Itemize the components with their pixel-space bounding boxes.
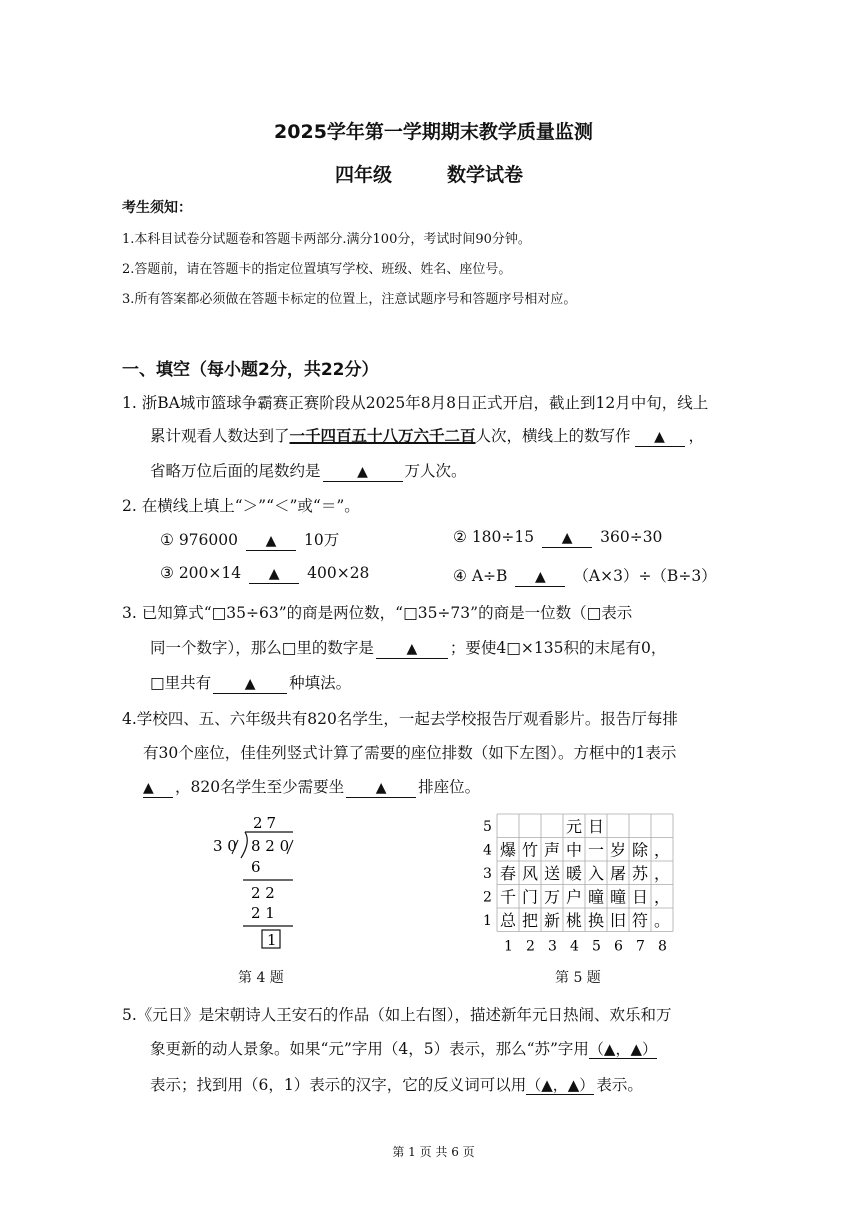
- q5-blank-2: （▲，▲）: [526, 1076, 595, 1094]
- q3-text: 种填法。: [289, 674, 352, 692]
- q3-blank-2: ▲: [213, 675, 287, 694]
- grid-character: 桃: [566, 911, 583, 930]
- grid-character: 千: [500, 887, 517, 907]
- grid-character: 暖: [566, 864, 583, 883]
- grid-character: 岁: [610, 840, 627, 860]
- section-heading: 一、填空（每小题2分，共22分）: [122, 360, 379, 380]
- q2-blank-1: ▲: [246, 532, 296, 551]
- grid-character: 户: [566, 887, 583, 907]
- q2-expr: （A×3）÷（B÷3）: [573, 567, 717, 585]
- grid-row-label: 4: [483, 842, 492, 859]
- grid-character: 春: [500, 864, 517, 883]
- q5-blank-1: （▲，▲）: [588, 1040, 657, 1058]
- grid-col-label: 5: [592, 938, 601, 955]
- grid-character: 日: [588, 817, 605, 836]
- grid-character: 总: [500, 911, 517, 930]
- grid-character: 把: [522, 911, 539, 930]
- q2-blank-4: ▲: [515, 568, 565, 587]
- q4-blank-2: ▲: [346, 779, 416, 798]
- q2-expr: ① 976000: [160, 531, 238, 549]
- grid-character: ，: [654, 887, 671, 907]
- q2-item-1: [160, 528, 339, 551]
- q4-line3: [143, 775, 480, 798]
- grid-col-label: 6: [614, 938, 623, 955]
- q5-text: 象更新的动人景象。如果“元”字用（4，5）表示，那么“苏”字用: [150, 1040, 589, 1058]
- q1-text: 万人次。: [404, 462, 467, 480]
- grid-character: 新: [544, 911, 561, 930]
- grid-character: 竹: [522, 840, 539, 860]
- q2-item-4: [453, 564, 717, 587]
- grid-col-label: 1: [504, 938, 513, 955]
- caption-q4: 第 4 题: [238, 970, 284, 986]
- grid-character: ，: [654, 864, 671, 883]
- q1-text: ，: [688, 427, 705, 445]
- q3-line2: [150, 636, 666, 659]
- q2-expr: ② 180÷15: [453, 528, 535, 546]
- grid-col-label: 3: [548, 938, 557, 955]
- grid-character: ，: [654, 840, 671, 860]
- q2-expr: 360÷30: [600, 528, 663, 546]
- grid-character: 换: [588, 911, 605, 930]
- div-step-2: 2 2: [251, 884, 275, 902]
- q5-line3: [150, 1073, 643, 1095]
- grid-character: 。: [654, 911, 671, 930]
- grid-character: 屠: [610, 864, 627, 883]
- q3-text: □里共有: [150, 674, 212, 692]
- grid-character: 门: [522, 887, 539, 907]
- q4-blank-1: ▲: [143, 779, 173, 798]
- grid-character: 曈: [610, 887, 627, 907]
- exam-title: 2025学年第一学期期末教学质量监测: [274, 121, 593, 143]
- q4-line2: 有30个座位，佳佳列竖式计算了需要的座位排数（如下左图）。方框中的1表示: [143, 744, 677, 762]
- q5-line1: 5.《元日》是宋朝诗人王安石的作品（如上右图），描述新年元日热闹、欢乐和万: [122, 1006, 672, 1024]
- q1-text: 累计观看人数达到了: [150, 427, 290, 445]
- grid-col-label: 8: [658, 938, 667, 955]
- grid-character: 中: [566, 840, 583, 860]
- note-3: 3.所有答案都必须做在答题卡标定的位置上，注意试题序号和答题序号相对应。: [122, 292, 577, 307]
- q3-text: ；要使4□×135积的末尾有0，: [449, 639, 667, 657]
- div-remainder: 1: [267, 931, 277, 949]
- div-quotient: 27: [253, 814, 281, 832]
- q4-text: ，820名学生至少需要坐: [175, 778, 345, 796]
- poem-grid-figure: [475, 812, 675, 957]
- q5-text: 表示；找到用（6，1）表示的汉字，它的反义词可以用: [150, 1076, 527, 1094]
- grid-col-label: 2: [526, 938, 535, 955]
- grid-row-label: 3: [483, 866, 492, 882]
- grid-character: 符: [632, 911, 649, 930]
- div-dividend: 8 2 0: [251, 837, 290, 855]
- grid-character: 爆: [500, 840, 517, 860]
- grid-col-label: 7: [636, 938, 645, 955]
- q5-text: 表示。: [596, 1076, 643, 1094]
- grid-row-label: 2: [483, 889, 492, 906]
- page-footer: 第 1 页 共 6 页: [392, 1145, 475, 1159]
- q3-text: 同一个数字），那么□里的数字是: [150, 639, 374, 657]
- grid-col-label: 4: [570, 938, 579, 955]
- grid-character: 风: [522, 864, 539, 883]
- q3-line1: 3. 已知算式“□35÷63”的商是两位数，“□35÷73”的商是一位数（□表示: [122, 604, 633, 622]
- q1-text: 省略万位后面的尾数约是: [150, 462, 321, 480]
- note-2: 2.答题前，请在答题卡的指定位置填写学校、班级、姓名、座位号。: [122, 262, 512, 277]
- exam-subtitle-subject: 数学试卷: [447, 164, 524, 186]
- q1-blank-1: ▲: [635, 428, 685, 447]
- q2-line1: 2. 在横线上填上“＞”“＜”或“＝”。: [122, 497, 360, 515]
- q1-line1: 1. 浙BA城市篮球争霸赛正赛阶段从2025年8月8日正式开启，截止到12月中旬，线上: [122, 394, 709, 412]
- q5-line2: [150, 1037, 657, 1059]
- q4-line1: 4.学校四、五、六年级共有820名学生，一起去学校报告厅观看影片。报告厅每排: [122, 710, 678, 728]
- q3-blank-1: ▲: [376, 640, 448, 659]
- q2-item-3: [160, 564, 369, 584]
- exam-subtitle-grade: 四年级: [335, 164, 393, 186]
- note-1: 1.本科目试卷分试题卷和答题卡两部分.满分100分，考试时间90分钟。: [122, 232, 531, 247]
- grid-character: 日: [632, 887, 649, 907]
- div-bracket: [241, 832, 247, 858]
- grid-character: 除: [632, 840, 649, 860]
- q1-line3: [150, 459, 467, 482]
- grid-row-label: 1: [483, 913, 492, 929]
- q1-blank-2: ▲: [323, 463, 403, 482]
- div-divisor: 3 0: [213, 837, 237, 855]
- grid-character: 旧: [610, 911, 627, 930]
- grid-character: 万: [544, 887, 561, 907]
- long-division-figure: [205, 810, 315, 955]
- q2-item-2: [453, 528, 662, 548]
- q1-line2: [150, 424, 704, 447]
- grid-character: 元: [566, 817, 583, 836]
- grid-character: 苏: [632, 864, 649, 883]
- q2-expr: ③ 200×14: [160, 564, 242, 582]
- grid-character: 一: [588, 840, 605, 860]
- q2-blank-2: ▲: [542, 529, 592, 548]
- q2-expr: 10万: [304, 531, 340, 549]
- div-step-3: 2 1: [251, 904, 275, 922]
- grid-character: 送: [544, 864, 561, 883]
- grid-character: 声: [544, 840, 561, 860]
- grid-character: 入: [588, 864, 605, 883]
- q3-line3: [150, 671, 351, 694]
- q1-number-words: 一千四百五十八万六千二百: [289, 426, 476, 445]
- div-step-1: 6: [251, 858, 261, 876]
- notes-heading: 考生须知：: [122, 200, 192, 216]
- q2-expr: ④ A÷B: [453, 567, 508, 585]
- q1-text: 人次，横线上的数写作: [475, 427, 631, 445]
- grid-row-label: 5: [483, 819, 492, 835]
- q2-expr: 400×28: [307, 564, 370, 582]
- grid-character: 曈: [588, 887, 605, 907]
- q4-text: 排座位。: [418, 778, 481, 796]
- caption-q5: 第 5 题: [555, 970, 601, 986]
- q2-blank-3: ▲: [249, 565, 299, 584]
